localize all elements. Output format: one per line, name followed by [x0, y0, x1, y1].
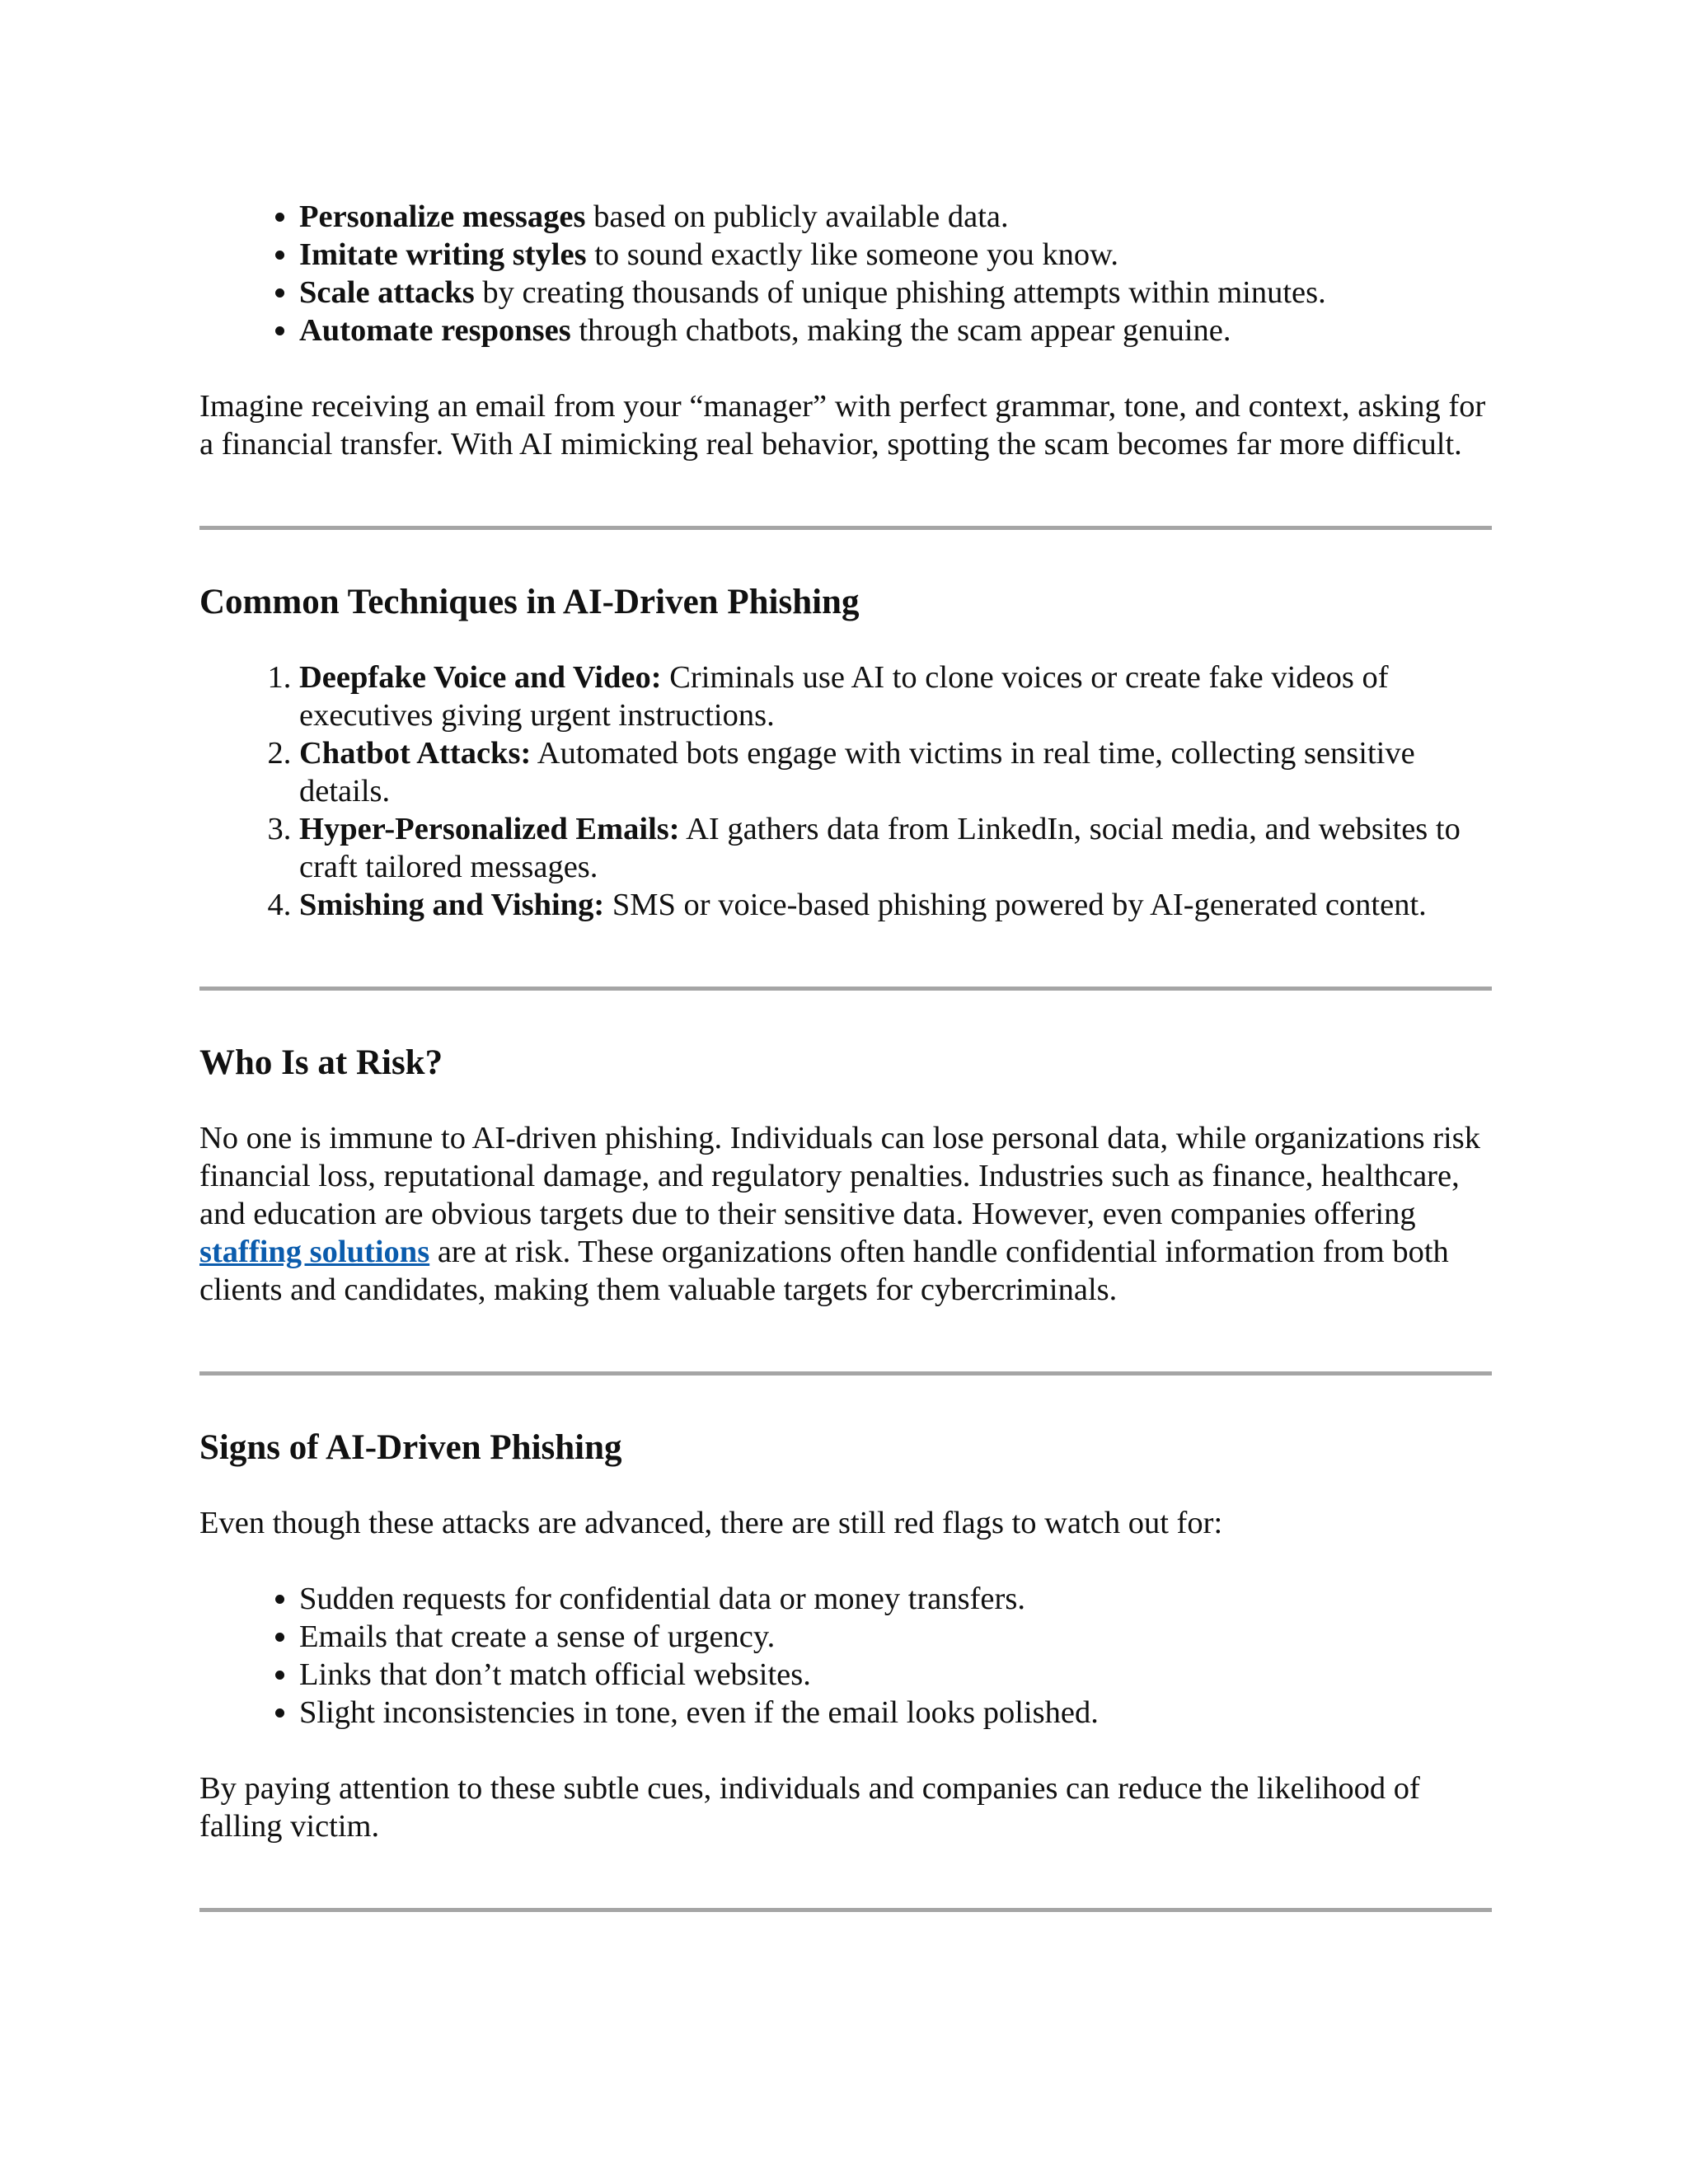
- list-item: • Slight inconsistencies in tone, even if the email looks polished.: [299, 1694, 1492, 1732]
- risk-paragraph: [199, 1119, 1492, 1309]
- risk-text-before-link: No one is immune to AI-driven phishing. Individuals can lose personal data, while organizations risk financial loss, reputational damage, and regulatory penalties. Industries such as finance, healthcare, and education are obvious targets due to their sensitive data. However, even companies offering: [199, 1121, 1480, 1231]
- signs-closing-paragraph: By paying attention to these subtle cues, individuals and companies can reduce the likelihood of falling victim.: [199, 1771, 1420, 1844]
- list-item-bold: Imitate writing styles: [299, 237, 587, 272]
- risk-heading: Who Is at Risk?: [199, 1043, 443, 1082]
- list-item-text: AI gathers data from LinkedIn, social media, and websites to craft tailored messages.: [299, 812, 1461, 884]
- section-divider: [199, 1371, 1492, 1376]
- section-divider: [199, 1908, 1492, 1912]
- list-item: [299, 312, 1492, 349]
- list-item-bold: Smishing and Vishing:: [299, 888, 605, 922]
- list-item-bold: Personalize messages: [299, 199, 586, 234]
- techniques-heading: Common Techniques in AI-Driven Phishing: [199, 583, 860, 621]
- list-item-bold: Chatbot Attacks:: [299, 736, 532, 771]
- list-item-bold: Automate responses: [299, 313, 571, 348]
- list-item: [299, 658, 1492, 734]
- list-item: • Links that don’t match official websites.: [299, 1656, 1492, 1694]
- list-item-text: Automated bots engage with victims in real time, collecting sensitive details.: [299, 736, 1415, 808]
- list-item: [299, 886, 1492, 924]
- signs-heading: Signs of AI-Driven Phishing: [199, 1428, 622, 1467]
- risk-text-after-link: are at risk. These organizations often handle confidential information from both clients and candidates, making them valuable targets for cybercriminals.: [199, 1235, 1449, 1307]
- list-item: [299, 734, 1492, 810]
- list-item-text: based on publicly available data.: [585, 199, 1009, 234]
- list-item-text: to sound exactly like someone you know.: [586, 237, 1119, 272]
- list-item-text: through chatbots, making the scam appear genuine.: [570, 313, 1231, 348]
- section-divider: [199, 987, 1492, 991]
- list-item-bold: Deepfake Voice and Video:: [299, 660, 662, 695]
- list-item: [299, 274, 1492, 312]
- list-item-text: SMS or voice-based phishing powered by AI-generated content.: [604, 888, 1427, 922]
- document-page: [199, 198, 1492, 1912]
- list-item-bold: Scale attacks: [299, 275, 475, 310]
- list-item-bold: Hyper-Personalized Emails:: [299, 812, 680, 846]
- staffing-solutions-link[interactable]: staffing solutions: [199, 1235, 430, 1269]
- list-item: [299, 198, 1492, 236]
- signs-intro: Even though these attacks are advanced, there are still red flags to watch out for:: [199, 1506, 1223, 1540]
- techniques-numbered-list: [199, 658, 1492, 924]
- list-item-text: by creating thousands of unique phishing attempts within minutes.: [474, 275, 1326, 310]
- list-item: • Sudden requests for confidential data or money transfers.: [299, 1580, 1492, 1618]
- list-item: • Emails that create a sense of urgency.: [299, 1618, 1492, 1656]
- section-divider: [199, 526, 1492, 530]
- intro-bullet-list: [199, 198, 1492, 349]
- signs-bullet-list: [199, 1580, 1492, 1732]
- list-item: [299, 810, 1492, 886]
- list-item: [299, 236, 1492, 274]
- list-item-text: Criminals use AI to clone voices or create fake videos of executives giving urgent instructions.: [299, 660, 1389, 733]
- intro-paragraph: Imagine receiving an email from your “manager” with perfect grammar, tone, and context, asking for a financial transfer. With AI mimicking real behavior, spotting the scam becomes far more difficult.: [199, 389, 1486, 462]
